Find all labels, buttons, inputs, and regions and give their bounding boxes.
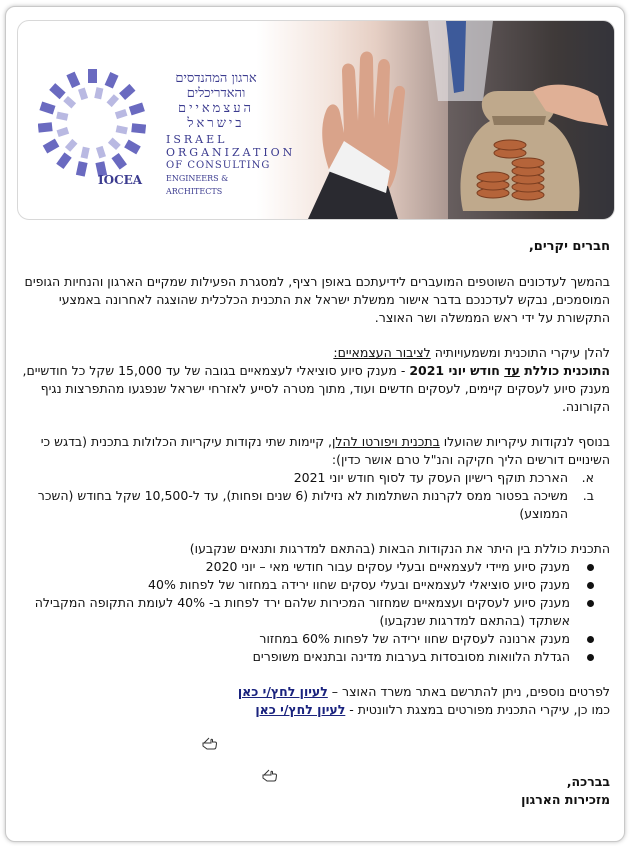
- presentation-link[interactable]: לעיון לחץ/י כאן: [255, 702, 346, 717]
- logo-hebrew-line: ארגון המהנדסים: [175, 71, 257, 86]
- details-text-2: כמו כן, עיקרי התכנית מפורטים במצגת רלוונטית -: [345, 702, 610, 717]
- treasury-link[interactable]: לעיון לחץ/י כאן: [237, 684, 328, 699]
- logo-english-text: [166, 133, 296, 198]
- logo-hebrew-line: והאדריכלים: [186, 86, 246, 101]
- list-item-text: מענק סיוע לעסקים ועצמאיים שמחזור המכירות שלהם ירד לפחות ב- 40% לעומת התקופה המקבילה אשתקד (בהתאם למדרגות שנקבעו): [34, 595, 570, 628]
- plan-heading-underlined: לציבור העצמאיים:: [333, 345, 431, 360]
- iocea-logo-mark: [38, 69, 146, 177]
- banner-illustration: [278, 21, 614, 219]
- bullet-list: [14, 558, 610, 666]
- ordered-list: [14, 469, 610, 523]
- details-text-1: לפרטים נוספים, ניתן להתרשם באתר משרד האוצר –: [327, 684, 610, 699]
- greeting: חברים יקרים,: [528, 239, 610, 254]
- list-item-text: מענק סיוע סוציאלי לעצמאיים ובעלי עסקים שחוו ירידה במחזור של לפחות 40%: [148, 577, 570, 592]
- list-item: [14, 487, 610, 523]
- plan-summary: [14, 362, 610, 416]
- logo-hebrew-text: [160, 71, 272, 131]
- bullet-icon: [587, 564, 594, 571]
- bullet-icon: [587, 600, 594, 607]
- details-line-1: [14, 683, 610, 701]
- logo-english-line: ISRAEL: [166, 133, 228, 146]
- plan-summary-bold-1: התוכנית כוללת: [519, 363, 610, 378]
- logo-hebrew-line: העצמאיים: [177, 101, 255, 116]
- header-banner: [17, 20, 615, 220]
- closing: בברכה,: [566, 774, 610, 789]
- list-item-text: מענק ארנונה לעסקים שחוו ירידה של לפחות 60% במחזור: [259, 631, 570, 646]
- list-item: [14, 648, 610, 666]
- plan-heading-prefix: להלן עיקרי התוכנית ומשמעויותיה: [430, 345, 610, 360]
- plan-heading: [14, 344, 610, 362]
- list-item: [14, 594, 610, 630]
- list-item: [14, 558, 610, 576]
- includes-heading: התכנית כוללת בין היתר את הנקודות הבאות (בהתאם למדרגות ותנאים שנקבעו): [189, 541, 610, 556]
- plan-summary-rest: - מענק סיוע סוציאלי לעצמאיים בגובה של עד 15,000 שקל כל חודשיים, מענק סיוע לעסקים קיימים, לעסקים חדשים ועוד, מתוך מטרה לסייע לאזרחי ישראל שנפגעו מהתפרצות נגיף הקורונה.: [22, 363, 610, 414]
- addition-text-1: בנוסף לנקודות עיקריות שהועלו: [439, 434, 610, 449]
- bullet-icon: [587, 582, 594, 589]
- logo-abbreviation: IOCEA: [98, 173, 143, 187]
- logo-english-line: ORGANIZATION: [166, 146, 296, 159]
- list-item-text: מענק סיוע מיידי לעצמאיים ובעלי עסקים עבור חודשי מאי – יוני 2020: [205, 559, 570, 574]
- addition-paragraph: [14, 433, 610, 469]
- list-marker: ב.: [582, 488, 594, 503]
- logo-english-line: OF CONSULTING: [166, 160, 271, 171]
- addition-underlined: בתכנית ויפורטו להלן: [332, 434, 440, 449]
- intro-paragraph: בהמשך לעדכונים השוטפים המועברים לידיעתכם באופן רציף, למסגרת הפעילות שמקיים הארגון והנחיות הגופים המוסמכים, נבקש לעדכנכם בדבר אישור ממשלת ישראל את התכנית הכלכלית שהוצגה לאחרונה באמצעי התקשורת על ידי ראש הממשלה ושר האוצר.: [24, 274, 610, 325]
- bullet-icon: [587, 654, 594, 661]
- list-item: [14, 576, 610, 594]
- raised-hand-icon: [308, 52, 405, 220]
- pointing-hand-icon: [202, 734, 220, 750]
- bullet-icon: [587, 636, 594, 643]
- signature: מזכירות הארגון: [521, 792, 610, 807]
- logo-english-line: ENGINEERS & ARCHITECTS: [166, 174, 229, 196]
- logo-hebrew-line: בישראל: [187, 116, 245, 131]
- addition-text-2: , קיימות שתי נקודות עיקריות הכלולות בתכנית (בדגש כי השינויים דורשים הליך חקיקה והנ"ל טרם אושר כדין):: [40, 434, 610, 467]
- details-line-2: [14, 701, 610, 719]
- plan-summary-bold-underlined: עד: [504, 363, 520, 378]
- list-item-text: הגדלת הלוואות מסובסדות בערבות מדינה ובתנאים משופרים: [252, 649, 570, 664]
- list-item-text: הארכת תוקף רישיון העסק עד לסוף חודש יוני 2021: [293, 470, 568, 485]
- list-item: [14, 630, 610, 648]
- plan-summary-bold-2: חודש יוני 2021: [409, 363, 505, 378]
- pointing-hand-icon: [262, 766, 280, 782]
- list-marker: א.: [581, 470, 594, 485]
- letter-body: [14, 238, 610, 809]
- list-item-text: משיכה בפטור ממס לקרנות השתלמות לא נזילות (6 שנים ופחות), עד ל-10,500 שקל בחודש (השכר הממוצע): [37, 488, 568, 521]
- list-item: [14, 469, 610, 487]
